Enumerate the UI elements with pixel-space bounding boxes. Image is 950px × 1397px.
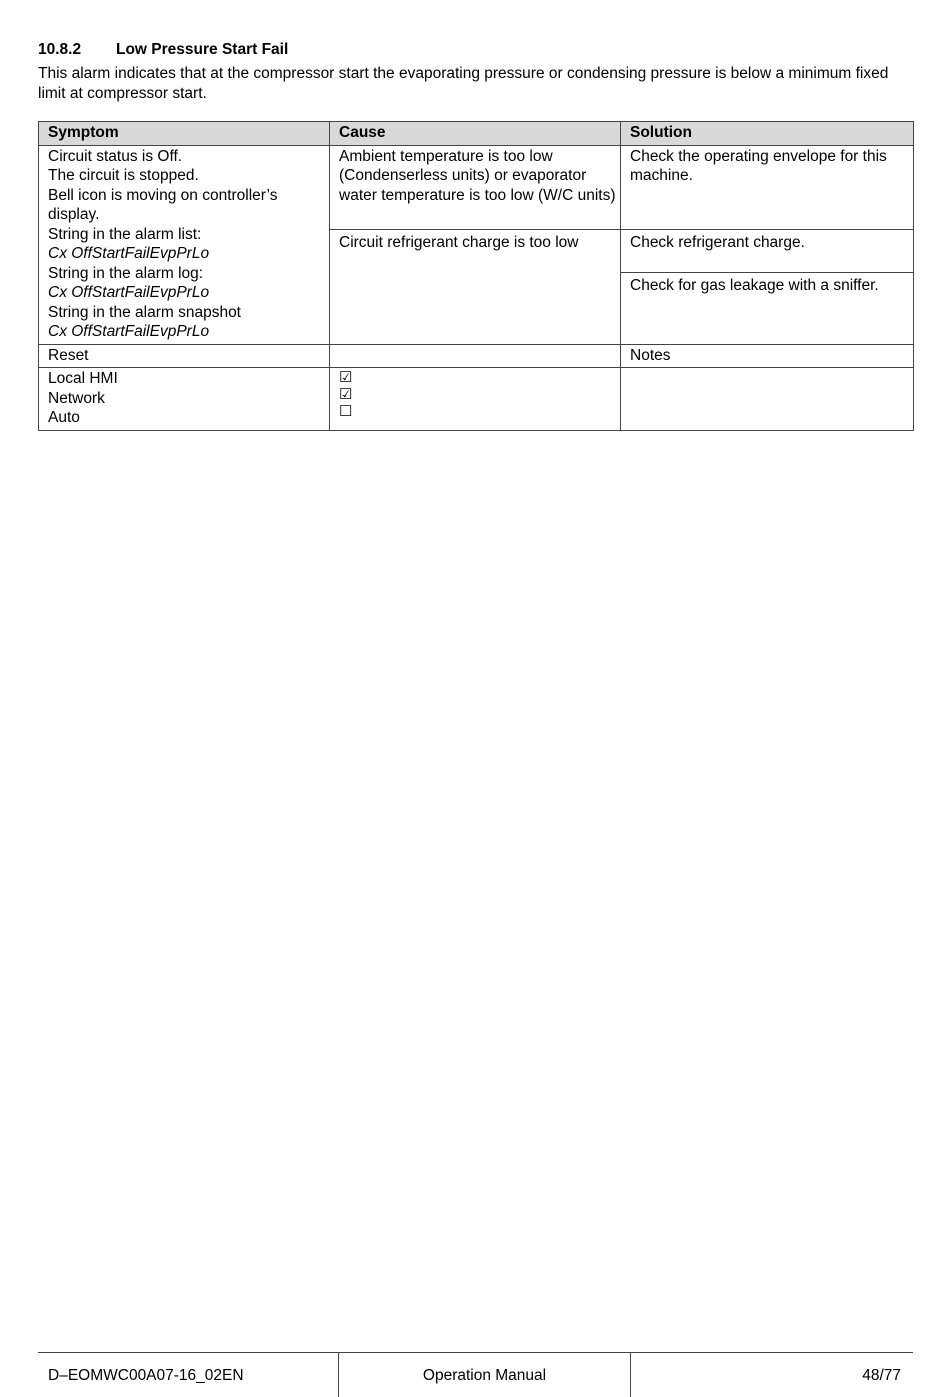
table-row (39, 145, 914, 229)
table-row (39, 368, 914, 431)
section-number: 10.8.2 (38, 41, 82, 58)
reset-option-network: Network (48, 389, 105, 407)
header-cause: Cause (330, 122, 621, 146)
reset-option-local-hmi: Local HMI (48, 370, 118, 387)
reset-options-cell (39, 368, 330, 431)
symptom-line: String in the alarm list: (48, 225, 202, 243)
footer-doc-code: D–EOMWC00A07-16_02EN (38, 1353, 339, 1397)
alarm-list-string: Cx OffStartFailEvpPrLo (48, 245, 210, 262)
alarm-log-string: Cx OffStartFailEvpPrLo (48, 284, 210, 301)
header-symptom: Symptom (39, 122, 330, 146)
section-heading (38, 41, 288, 59)
notes-cell (621, 368, 914, 431)
footer-doc-type: Operation Manual (339, 1353, 631, 1397)
header-solution: Solution (621, 122, 914, 146)
table-header-row (39, 122, 914, 146)
solution-cell-2: Check refrigerant charge. (621, 229, 914, 272)
reset-empty-cell (330, 344, 621, 368)
symptom-line: String in the alarm log: (48, 264, 204, 282)
cause-cell-2: Circuit refrigerant charge is too low (330, 229, 621, 344)
reset-option-auto: Auto (48, 409, 80, 426)
symptom-cell (39, 145, 330, 344)
reset-label: Reset (39, 344, 330, 368)
unchecked-box-icon: ☐ (339, 403, 353, 420)
checked-box-icon: ☑ (339, 386, 353, 403)
symptom-line: The circuit is stopped. (48, 167, 199, 184)
checked-box-icon: ☑ (339, 369, 353, 386)
section-intro: This alarm indicates that at the compressor start the evaporating pressure or condensing pressure is below a minimum fixed limit at compressor start. (38, 65, 889, 102)
table-row (39, 344, 914, 368)
alarm-snapshot-string: Cx OffStartFailEvpPrLo (48, 323, 210, 340)
footer-page-number: 48/77 (862, 1367, 901, 1384)
symptom-line: String in the alarm snapshot (48, 303, 241, 321)
solution-cell-3: Check for gas leakage with a sniffer. (621, 272, 914, 344)
page-footer (38, 1352, 913, 1397)
alarm-table (38, 121, 914, 431)
reset-checkboxes-cell (330, 368, 621, 431)
notes-label: Notes (621, 344, 914, 368)
section-title: Low Pressure Start Fail (116, 41, 289, 58)
cause-cell-1: Ambient temperature is too low (Condenserless units) or evaporator water temperature is too low (W/C units) (330, 145, 621, 229)
symptom-line: Circuit status is Off. (48, 147, 183, 165)
symptom-line: Bell icon is moving on controller’s display. (48, 186, 278, 223)
solution-cell-1: Check the operating envelope for this machine. (621, 145, 914, 229)
